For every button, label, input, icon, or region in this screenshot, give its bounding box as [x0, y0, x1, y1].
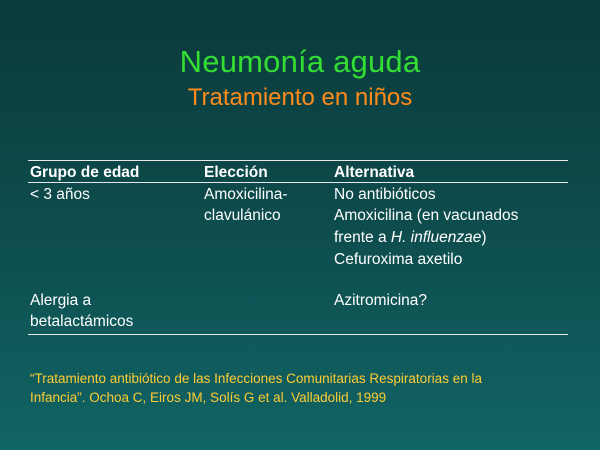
footnote-line2: Infancia”. Ochoa C, Eiros JM, Solís G et al. Valladolid, 1999 — [30, 390, 387, 405]
table-bottom-rule — [28, 334, 568, 335]
row1-alt-line3-italic: H. influenzae — [390, 229, 482, 246]
row1-alt-line1: No antibióticos — [334, 186, 436, 203]
slide-title: Neumonía aguda — [179, 44, 421, 79]
footnote-line1: “Tratamiento antibiótico de las Infecciones Comunitarias Respiratorias en la — [30, 371, 482, 386]
row2-group-line1: Alergia a — [30, 292, 92, 309]
header-rule — [28, 182, 568, 183]
slide-subtitle: Tratamiento en niños — [187, 84, 413, 111]
header-age-group: Grupo de edad — [30, 164, 140, 181]
header-alternative: Alternativa — [334, 164, 415, 181]
row1-alt-line3-prefix: frente a — [334, 229, 391, 246]
row1-choice-line2: clavulánico — [204, 207, 281, 224]
row1-alt-line3-suffix: ) — [481, 229, 487, 246]
row1-age-group: < 3 años — [30, 186, 90, 203]
footnote — [30, 369, 570, 407]
row1-alt-line4: Cefuroxima axetilo — [334, 251, 463, 268]
row2-alt: Azitromicina? — [334, 292, 428, 309]
row2-group-line2: betalactámicos — [30, 313, 134, 330]
row1-alt-line2: Amoxicilina (en vacunados — [334, 207, 519, 224]
header-choice: Elección — [204, 164, 268, 181]
row1-choice-line1: Amoxicilina- — [204, 186, 288, 203]
row1-alt-line3 — [334, 227, 487, 248]
table-top-rule — [28, 160, 568, 161]
